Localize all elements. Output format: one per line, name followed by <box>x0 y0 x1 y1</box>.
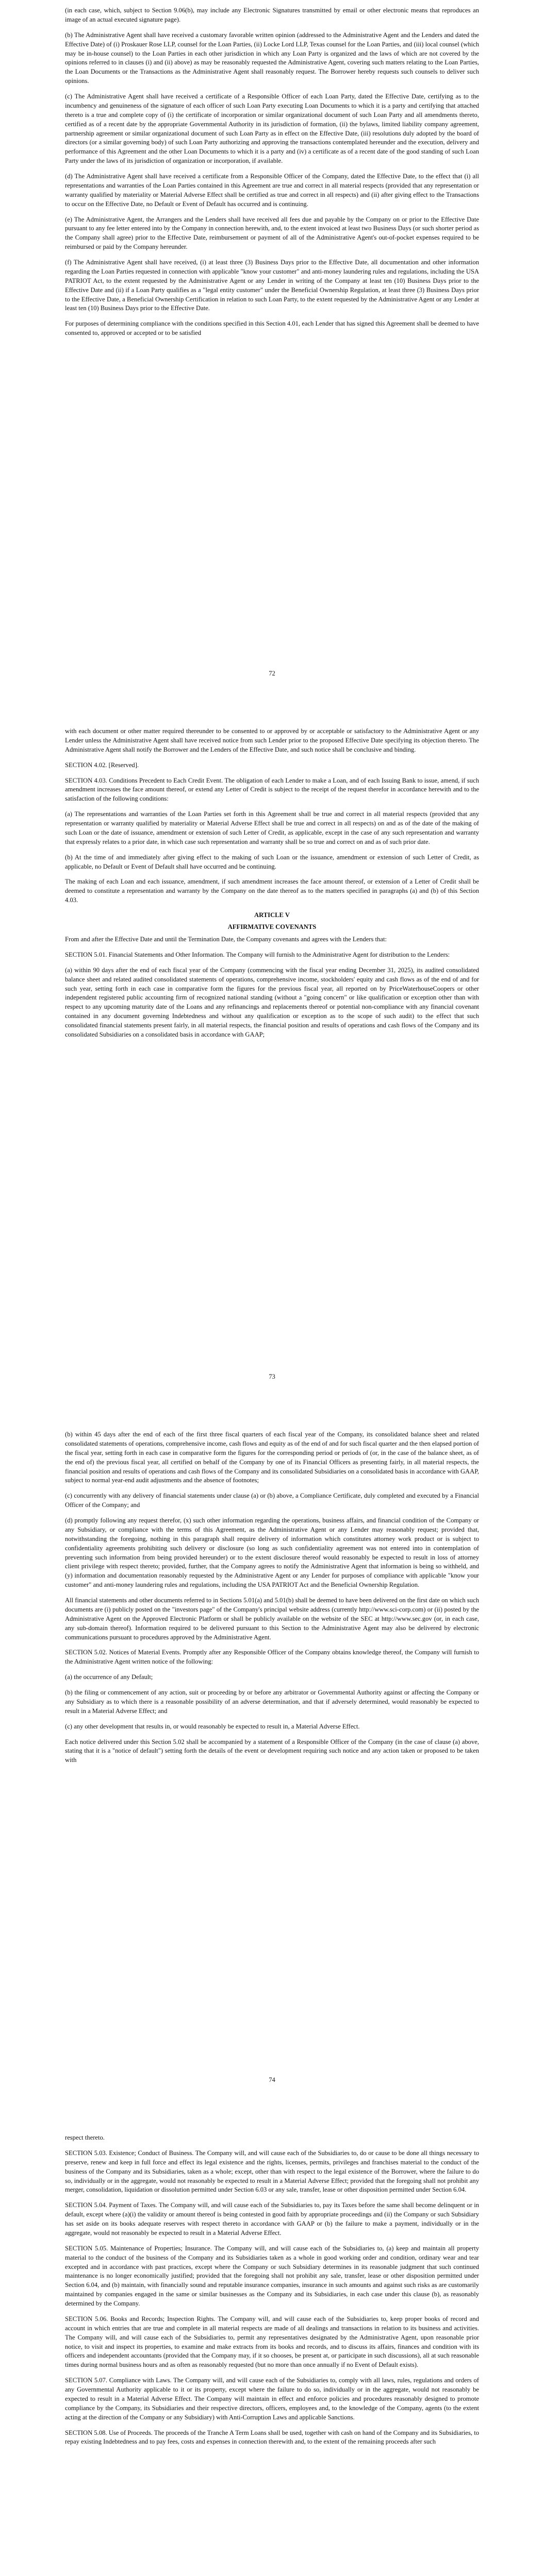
paragraph: (b) The Administrative Agent shall have received a customary favorable written opinion (addressed to the Administrative Agent and the Lenders and dated the Effective Date) of (i) Proskauer Rose LLP, counsel for the Loan Parties, (ii) Locke Lord LLP, Texas counsel for the Loan Parties, and (iii) local counsel (which may be in-house counsel) to the Loan Parties in each other jurisdiction in which any Loan Party is organized and the laws of which are not covered by the opinions referred to in clauses (i) and (ii) above) as may be reasonably requested the Administrative Agent, covering such matters relating to the Loan Parties, the Loan Documents or the Transactions as the Administrative Agent shall reasonably request. The Borrower hereby requests such counsels to deliver such opinions. <box>65 31 479 85</box>
paragraph: (c) concurrently with any delivery of financial statements under clause (a) or (b) above, a Compliance Certificate, duly completed and executed by a Financial Officer of the Company; and <box>65 1492 479 1509</box>
paragraph: (a) The representations and warranties of the Loan Parties set forth in this Agreement shall be true and correct in all material respects (provided that any representation or warranty qualified by materiality or Material Adverse Effect shall be true and correct in all respects) on and as of the date of the making of such Loan or the date of issuance, amendment or extension of such Letter of Credit, as applicable, except in the case of any such representation and warranty that expressly relates to a prior date, in which case such representation and warranty shall be so true and correct on and as of such prior date. <box>65 810 479 845</box>
paragraph: SECTION 4.03. Conditions Precedent to Each Credit Event. The obligation of each Lender to make a Loan, and of each Issuing Bank to issue, amend, if such amendment increases the face amount thereof, or extend any Letter of Credit is subject to the receipt of the request therefor in accordance herewith and to the satisfaction of the following conditions: <box>65 776 479 803</box>
paragraph: (b) within 45 days after the end of each of the first three fiscal quarters of each fiscal year of the Company, its consolidated balance sheet and related consolidated statements of operations, comprehensive income, cash flows and equity as of the end of and for such fiscal quarter and the then elapsed portion of the fiscal year, setting forth in each case in comparative form the figures for the corresponding period or periods of (or, in the case of the balance sheet, as of the end of) the previous fiscal year, all certified on behalf of the Company by one of its Financial Officers as presenting fairly, in all material respects, the financial position and results of operations and cash flows of the Company and its consolidated Subsidiaries on a consolidated basis in accordance with GAAP, subject to normal year-end audit adjustments and the absence of footnotes; <box>65 1431 479 1484</box>
paragraph: (c) any other development that results in, or would reasonably be expected to result in, a Material Adverse Effect. <box>65 1722 360 1730</box>
paragraph: For purposes of determining compliance with the conditions specified in this Section 4.01, each Lender that has signed this Agreement shall be deemed to have consented to, approved or accepted or to be satisfied <box>65 320 479 337</box>
paragraph: SECTION 5.05. Maintenance of Properties; Insurance. The Company will, and will cause each of the Subsidiaries to, (a) keep and maintain all property material to the conduct of the business of the Company and its Subsidiaries taken as a whole in good working order and condition, ordinary wear and tear excepted and in accordance with past practices, except where the Company or such Subsidiary determines in its reasonable judgment that such continued maintenance is no longer economically justified; provided that the foregoing shall not prohibit any sale, transfer, lease or other disposition permitted under Section 6.04, and (b) maintain, with financially sound and reputable insurance companies, insurance in such amounts and against such risks as are customarily maintained by companies engaged in the same or similar businesses as the Company and its Subsidiaries, in each case under this clause (b), as reasonably determined by the Company. <box>65 2244 479 2307</box>
paragraph: SECTION 5.04. Payment of Taxes. The Company will, and will cause each of the Subsidiaries to, pay its Taxes before the same shall become delinquent or in default, except where (a)(i) the validity or amount thereof is being contested in good faith by appropriate proceedings and (ii) the Company or such Subsidiary has set aside on its books adequate reserves with respect thereto in accordance with GAAP or (b) the failure to make a payment, individually or in the aggregate, would not reasonably be expected to result in a Material Adverse Effect. <box>65 2201 479 2236</box>
paragraph: (b) At the time of and immediately after giving effect to the making of such Loan or the issuance, amendment or extension of such Letter of Credit, as applicable, no Default or Event of Default shall have occurred and be continuing. <box>65 853 479 870</box>
page-1 <box>0 0 544 703</box>
paragraph: (e) The Administrative Agent, the Arrangers and the Lenders shall have received all fees due and payable by the Company on or prior to the Effective Date pursuant to any fee letter entered into by the Company in connection herewith, and, to the extent invoiced at least two Business Days (or such shorter period as the Company shall agree) prior to the Effective Date, reimbursement or payment of all of the Administrative Agent's out-of-pocket expenses required to be reimbursed or paid by the Company hereunder. <box>65 215 479 251</box>
page-4 <box>0 2110 544 2576</box>
paragraph: (a) the occurrence of any Default; <box>65 1673 153 1681</box>
page-2 <box>0 703 544 1406</box>
paragraph: SECTION 5.06. Books and Records; Inspection Rights. The Company will, and will cause each of the Subsidiaries to, keep proper books of record and account in which entries that are true and complete in all material respects are made of all dealings and transactions in relation to its business and activities. The Company will, and will cause each of the Subsidiaries to, permit any representatives designated by the Administrative Agent, upon reasonable prior notice, to visit and inspect its properties, to examine and make extracts from its books and records, and to discuss its affairs, finances and condition with its officers and independent accountants (provided that the Company may, if it so chooses, be present at, or participate in such discussions), all at such reasonable times during normal business hours and as often as reasonably requested (but no more than once annually if no Event of Default exists). <box>65 2315 479 2369</box>
page-number: 72 <box>269 670 275 677</box>
paragraph: respect thereto. <box>65 2134 105 2141</box>
paragraph: (in each case, which, subject to Section 9.06(b), may include any Electronic Signatures transmitted by email or other electronic means that reproduces an image of an actual executed signature page). <box>65 7 479 23</box>
paragraph: SECTION 5.03. Existence; Conduct of Business. The Company will, and will cause each of the Subsidiaries to, do or cause to be done all things necessary to preserve, renew and keep in full force and effect its legal existence and the rights, licenses, permits, privileges and franchises material to the conduct of the business of the Company and its Subsidiaries, taken as a whole; except, other than with respect to the legal existence of the Borrower, where the failure to do so, individually or in the aggregate, would not reasonably be expected to result in a Material Adverse Effect; provided that the foregoing shall not prohibit any merger, consolidation, liquidation or dissolution permitted under Section 6.03 or any sale, transfer, lease or other disposition permitted under Section 6.04. <box>65 2149 479 2194</box>
page-number: 73 <box>269 1373 275 1380</box>
paragraph: (d) promptly following any request therefor, (x) such other information regarding the operations, business affairs, and financial condition of the Company or any Subsidiary, or compliance with the terms of this Agreement, as the Administrative Agent or any Lender may reasonably request; provided that, notwithstanding the foregoing, nothing in this paragraph shall require delivery of information which constitutes attorney work product or is subject to confidentiality agreements prohibiting such delivery or disclosure (so long as such confidentiality agreement was not entered into in contemplation of preventing such information from being provided hereunder) or to the extent disclosure thereof would reasonably be expected to result in loss of attorney client privilege with respect thereto; provided, further, that the Company agrees to notify the Administrative Agent that information is being so withheld, and (y) information and documentation reasonably requested by the Administrative Agent or any Lender for purposes of compliance with applicable "know your customer" and anti-money laundering rules and regulations, including the USA PATRIOT Act and the Beneficial Ownership Regulation. <box>65 1517 479 1589</box>
paragraph: (a) within 90 days after the end of each fiscal year of the Company (commencing with the fiscal year ending December 31, 2025), its audited consolidated balance sheet and related audited consolidated statements of operations, comprehensive income, stockholders' equity and cash flows as of the end of and for such year, setting forth in each case in comparative form the figures for the previous fiscal year, all reported on by PriceWaterhouseCoopers or other independent registered public accounting firm of recognized national standing (without a "going concern" or like qualification or exception other than with respect to any upcoming maturity date of the Loans and any refinancings and replacements thereof or potential non-compliance with any financial covenant contained in any document governing Indebtedness and without any qualification or exception as to the scope of such audit) to the effect that such consolidated financial statements present fairly, in all material respects, the financial position and results of operations and cash flows of the Company and its consolidated Subsidiaries on a consolidated basis in accordance with GAAP; <box>65 966 479 1038</box>
page-number: 74 <box>269 2076 275 2083</box>
paragraph: SECTION 5.01. Financial Statements and Other Information. The Company will furnish to the Administrative Agent for distribution to the Lenders: <box>65 951 450 958</box>
paragraph: (c) The Administrative Agent shall have received a certificate of a Responsible Officer of each Loan Party, dated the Effective Date, certifying as to the incumbency and genuineness of the signature of each officer of such Loan Party executing Loan Documents to which it is a party and certifying that attached thereto is a true and complete copy of (i) the certificate of incorporation or similar organizational document of such Loan Party and all amendments thereto, certified as of a recent date by the appropriate Governmental Authority in its jurisdiction of formation, (ii) the bylaws, limited liability company agreement, partnership agreement or similar organizational document of such Loan Party as in effect on the Effective Date, (iii) resolutions duly adopted by the board of directors (or a similar governing body) of such Loan Party authorizing and approving the transactions contemplated hereunder and the execution, delivery and performance of this Agreement and the other Loan Documents to which it is a party and (iv) a certificate as of a recent date of the good standing of such Loan Party under the laws of its jurisdiction of organization or incorporation, if available. <box>65 93 479 165</box>
paragraph: Each notice delivered under this Section 5.02 shall be accompanied by a statement of a Responsible Officer of the Company (in the case of clause (a) above, stating that it is a "notice of default") setting forth the details of the event or development requiring such notice and any action taken or proposed to be taken with <box>65 1738 479 1764</box>
paragraph: (b) the filing or commencement of any action, suit or proceeding by or before any arbitrator or Governmental Authority against or affecting the Company or any Subsidiary as to which there is a reasonable possibility of an adverse determination, and that if adversely determined, would reasonably be expected to result in a Material Adverse Effect; and <box>65 1689 479 1715</box>
article-heading: ARTICLE V <box>254 911 290 919</box>
paragraph: SECTION 5.02. Notices of Material Events. Promptly after any Responsible Officer of the Company obtains knowledge thereof, the Company will furnish to the Administrative Agent written notice of the following: <box>65 1649 479 1666</box>
paragraph: SECTION 4.02. [Reserved]. <box>65 761 139 769</box>
paragraph: All financial statements and other documents referred to in Sections 5.01(a) and 5.01(b) shall be deemed to have been delivered on the first date on which such documents are (i) publicly posted on the "investors page" of the Company's principal website address (currently http://www.sci-corp.com) or (ii) posted by the Administrative Agent on the Approved Electronic Platform or shall be publicly available on the website of the SEC at http://www.sec.gov (or, in each case, any sub-domain thereof). Information required to be delivered pursuant to this Section to the Administrative Agent may also be delivered by electronic communications pursuant to procedures approved by the Administrative Agent. <box>65 1597 479 1641</box>
article-heading: AFFIRMATIVE COVENANTS <box>227 923 317 930</box>
paragraph: The making of each Loan and each issuance, amendment, if such amendment increases the face amount thereof, or extension of a Letter of Credit shall be deemed to constitute a representation and warranty by the Company on the date thereof as to the matters specified in paragraphs (a) and (b) of this Section 4.03. <box>65 878 479 904</box>
paragraph: with each document or other matter required thereunder to be consented to or approved by or acceptable or satisfactory to the Administrative Agent or any Lender unless the Administrative Agent shall have received notice from such Lender prior to the proposed Effective Date specifying its objection thereto. The Administrative Agent shall notify the Borrower and the Lenders of the Effective Date, and such notice shall be conclusive and binding. <box>65 727 479 753</box>
paragraph: (d) The Administrative Agent shall have received a certificate from a Responsible Officer of the Company, dated the Effective Date, to the effect that (i) all representations and warranties of the Loan Parties contained in this Agreement are true and correct in all material respects (provided that any representation or warranty qualified by materiality or Material Adverse Effect shall be certified as true and correct in all respects) and (ii) after giving effect to the Transactions to occur on the Effective Date, no Default or Event of Default has occurred and is continuing. <box>65 173 479 208</box>
paragraph: SECTION 5.07. Compliance with Laws. The Company will, and will cause each of the Subsidiaries to, comply with all laws, rules, regulations and orders of any Governmental Authority applicable to it or its property, except where the failure to do so, individually or in the aggregate, would not reasonably be expected to result in a Material Adverse Effect. The Company will maintain in effect and enforce policies and procedures reasonably designed to promote compliance by the Company, its Subsidiaries and their respective directors, officers, employees and, to the knowledge of the Company, agents (to the extent acting at the direction of the Company or any Subsidiary) with Anti-Corruption Laws and applicable Sanctions. <box>65 2377 479 2421</box>
page-3 <box>0 1406 544 2110</box>
paragraph: (f) The Administrative Agent shall have received, (i) at least three (3) Business Days prior to the Effective Date, all documentation and other information regarding the Loan Parties requested in connection with applicable "know your customer" and anti-money laundering rules and regulations, including the USA PATRIOT Act, to the extent requested by the Administrative Agent or any Lender in writing of the Company at least ten (10) Business Days prior to the Effective Date and (ii) if a Loan Party qualifies as a "legal entity customer" under the Beneficial Ownership Regulation, at least three (3) Business Days prior to the Effective Date, a Beneficial Ownership Certification in relation to such Loan Party, to the extent requested by the Administrative Agent or any Lender at least ten (10) Business Days prior to the Effective Date. <box>65 259 479 312</box>
paragraph: From and after the Effective Date and until the Termination Date, the Company covenants and agrees with the Lenders that: <box>65 936 387 943</box>
paragraph: SECTION 5.08. Use of Proceeds. The proceeds of the Tranche A Term Loans shall be used, together with cash on hand of the Company and its Subsidiaries, to repay existing Indebtedness and to pay fees, costs and expenses in connection therewith and, to the extent of the remaining proceeds after such <box>65 2429 479 2446</box>
